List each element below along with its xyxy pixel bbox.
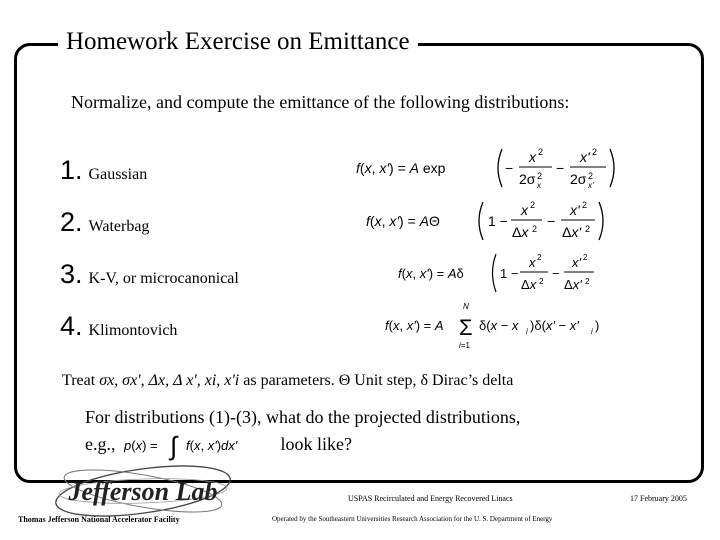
svg-text:N: N xyxy=(463,302,469,311)
svg-text:i=1: i=1 xyxy=(459,341,470,350)
svg-text:2: 2 xyxy=(530,200,536,210)
question-line-2 xyxy=(85,431,352,461)
svg-text:x': x' xyxy=(588,181,594,190)
svg-text:−: − xyxy=(556,160,565,176)
svg-text:x: x xyxy=(537,181,541,190)
footer-date: 17 February 2005 xyxy=(630,494,687,503)
svg-text:Δx': Δx' xyxy=(562,224,582,240)
projection-formula xyxy=(124,431,272,461)
list-item xyxy=(60,311,177,342)
svg-text:1 −: 1 − xyxy=(500,266,519,281)
gaussian-equation xyxy=(356,143,636,193)
svg-text:f(x, x')dx': f(x, x')dx' xyxy=(186,438,238,453)
svg-text:2: 2 xyxy=(537,253,542,262)
treat-params: σx, σx', Δx, Δ x', xi, x'i xyxy=(99,372,240,389)
list-item xyxy=(60,259,239,290)
svg-text:i: i xyxy=(591,327,593,336)
svg-text:2: 2 xyxy=(539,277,544,286)
treat-line xyxy=(62,372,513,390)
svg-text:−: − xyxy=(505,160,514,176)
svg-text:2: 2 xyxy=(585,224,591,234)
footer-operator: Operated by the Southeastern Universities Research Association for the U. S. Department of Energy xyxy=(272,515,553,523)
item-label: Klimontovich xyxy=(88,322,178,339)
svg-text:Δx: Δx xyxy=(521,277,537,292)
svg-text:2σ: 2σ xyxy=(570,171,587,187)
svg-text:∫: ∫ xyxy=(170,431,178,461)
slide-title: Homework Exercise on Emittance xyxy=(58,26,418,58)
svg-text:): ) xyxy=(595,318,600,333)
svg-text:2: 2 xyxy=(582,200,588,210)
footer-facility: Thomas Jefferson National Accelerator Facility xyxy=(18,515,180,524)
item-number: 1. xyxy=(60,155,83,185)
jefferson-lab-logo xyxy=(48,460,238,522)
svg-text:2: 2 xyxy=(532,224,538,234)
svg-text:2: 2 xyxy=(585,277,590,286)
question-tail: look like? xyxy=(280,434,352,455)
question-line-1: For distributions (1)-(3), what do the projected distributions, xyxy=(85,407,521,427)
waterbag-equation xyxy=(366,196,616,246)
svg-text:−: − xyxy=(552,266,560,281)
svg-text:1 −: 1 − xyxy=(488,213,508,229)
svg-text:x': x' xyxy=(572,255,581,270)
svg-text:x': x' xyxy=(570,202,580,218)
svg-text:p(x) =: p(x) = xyxy=(124,438,158,453)
item-label: K-V, or microcanonical xyxy=(88,270,239,287)
svg-text:x': x' xyxy=(580,149,590,165)
svg-text:f(x, x') = A: f(x, x') = A xyxy=(385,318,444,333)
svg-text:x: x xyxy=(529,255,536,270)
svg-text:Δx: Δx xyxy=(512,224,529,240)
item-number: 2. xyxy=(60,207,83,237)
svg-text:Σ: Σ xyxy=(459,315,473,340)
intro-text: Normalize, and compute the emittance of the following distributions: xyxy=(71,92,570,112)
logo-lettering: Jefferson Lab xyxy=(68,477,218,506)
svg-text:Δx': Δx' xyxy=(564,277,582,292)
svg-text:2: 2 xyxy=(588,171,594,181)
svg-text:x: x xyxy=(529,149,536,165)
svg-text:2σ: 2σ xyxy=(519,171,536,187)
svg-text:2: 2 xyxy=(592,147,598,157)
list-item xyxy=(60,207,149,238)
svg-text:x: x xyxy=(521,202,528,218)
svg-text:f(x, x') = AΘ: f(x, x') = AΘ xyxy=(366,213,440,229)
svg-text:2: 2 xyxy=(537,171,543,181)
question-eg: e.g., xyxy=(85,434,116,455)
item-label: Gaussian xyxy=(88,166,148,183)
footer-course: USPAS Recirculated and Energy Recovered Linacs xyxy=(348,494,513,503)
svg-text:f(x, x') = A exp: f(x, x') = A exp xyxy=(356,160,446,176)
svg-text:)δ(x' − x': )δ(x' − x' xyxy=(530,318,579,333)
item-number: 4. xyxy=(60,311,83,341)
svg-text:2: 2 xyxy=(583,253,588,262)
kv-equation xyxy=(398,248,598,298)
list-item xyxy=(60,155,147,186)
item-number: 3. xyxy=(60,259,83,289)
klimontovich-equation xyxy=(385,302,615,352)
treat-suffix: as parameters. Θ Unit step, δ Dirac’s delta xyxy=(243,372,514,389)
item-label: Waterbag xyxy=(88,218,150,235)
svg-text:−: − xyxy=(547,213,556,229)
svg-text:2: 2 xyxy=(538,147,544,157)
svg-text:δ(x − x: δ(x − x xyxy=(479,318,519,333)
svg-text:f(x, x') = Aδ: f(x, x') = Aδ xyxy=(398,266,464,281)
svg-text:i: i xyxy=(526,327,528,336)
treat-prefix: Treat xyxy=(62,372,96,389)
